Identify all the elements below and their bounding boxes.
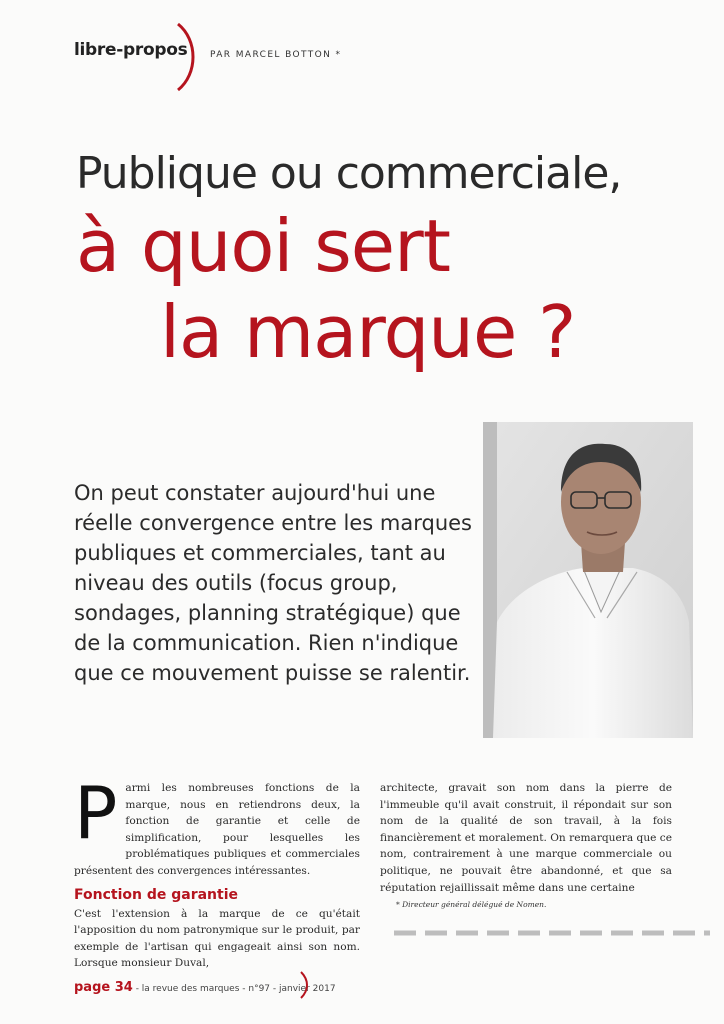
body-paragraph-2: C'est l'extension à la marque de ce qu'était l'apposition du nom patronymique sur le produit, par exemple de l'artisan qui engageait ainsi son nom. Lorsque monsieur Duval, [74, 907, 360, 970]
footnote: * Directeur général délégué de Nomen. [396, 900, 547, 909]
rubric-label: libre-propos [74, 40, 188, 60]
body-paragraph-1-text: armi les nombreuses fonctions de la marque, nous en retiendrons deux, la fonction de garantie et celle de simplification, pour lesquelles les problématiques publiques et commerciales présentent des convergences intéressantes. [74, 782, 360, 877]
intro-text: On peut constater aujourd'hui une réelle convergence entre les marques publiques et commerciales, tant au niveau des outils (focus group, sondages, planning stratégique) que de la communication. Rien n'indique que ce mouvement puisse se ralentir. [74, 481, 472, 685]
title-line-2: à quoi sert [76, 204, 450, 288]
page-number: page 34 [74, 980, 133, 995]
title-line-1: Publique ou commerciale, [76, 148, 622, 199]
title-line-3: la marque ? [160, 290, 576, 374]
rubric-parenthesis [172, 22, 212, 92]
body-column-1 [74, 771, 360, 972]
footer-parenthesis [298, 970, 312, 1000]
section-subhead: Fonction de garantie [74, 886, 238, 903]
drop-cap: P [74, 771, 118, 855]
body-column-2 [380, 780, 672, 896]
byline: PAR MARCEL BOTTON * [210, 50, 342, 60]
body-paragraph-3: architecte, gravait son nom dans la pierre de l'immeuble qu'il avait construit, il répondait sur son nom de la qualité de son travail, à la fois financièrement et moralement. On remarquera que ce nom, contrairement à une marque commerciale ou politique, ne pouvait être abandonné, et que sa réputation rejaillissait même dans une certaine [380, 782, 672, 894]
publication-info: - la revue des marques - n°97 - janvier 2017 [132, 984, 336, 994]
body-paragraph-1 [74, 771, 360, 880]
author-photo [483, 422, 693, 738]
decorative-dash-line [394, 930, 710, 936]
intro-paragraph [74, 478, 474, 688]
page-footer [74, 980, 336, 995]
